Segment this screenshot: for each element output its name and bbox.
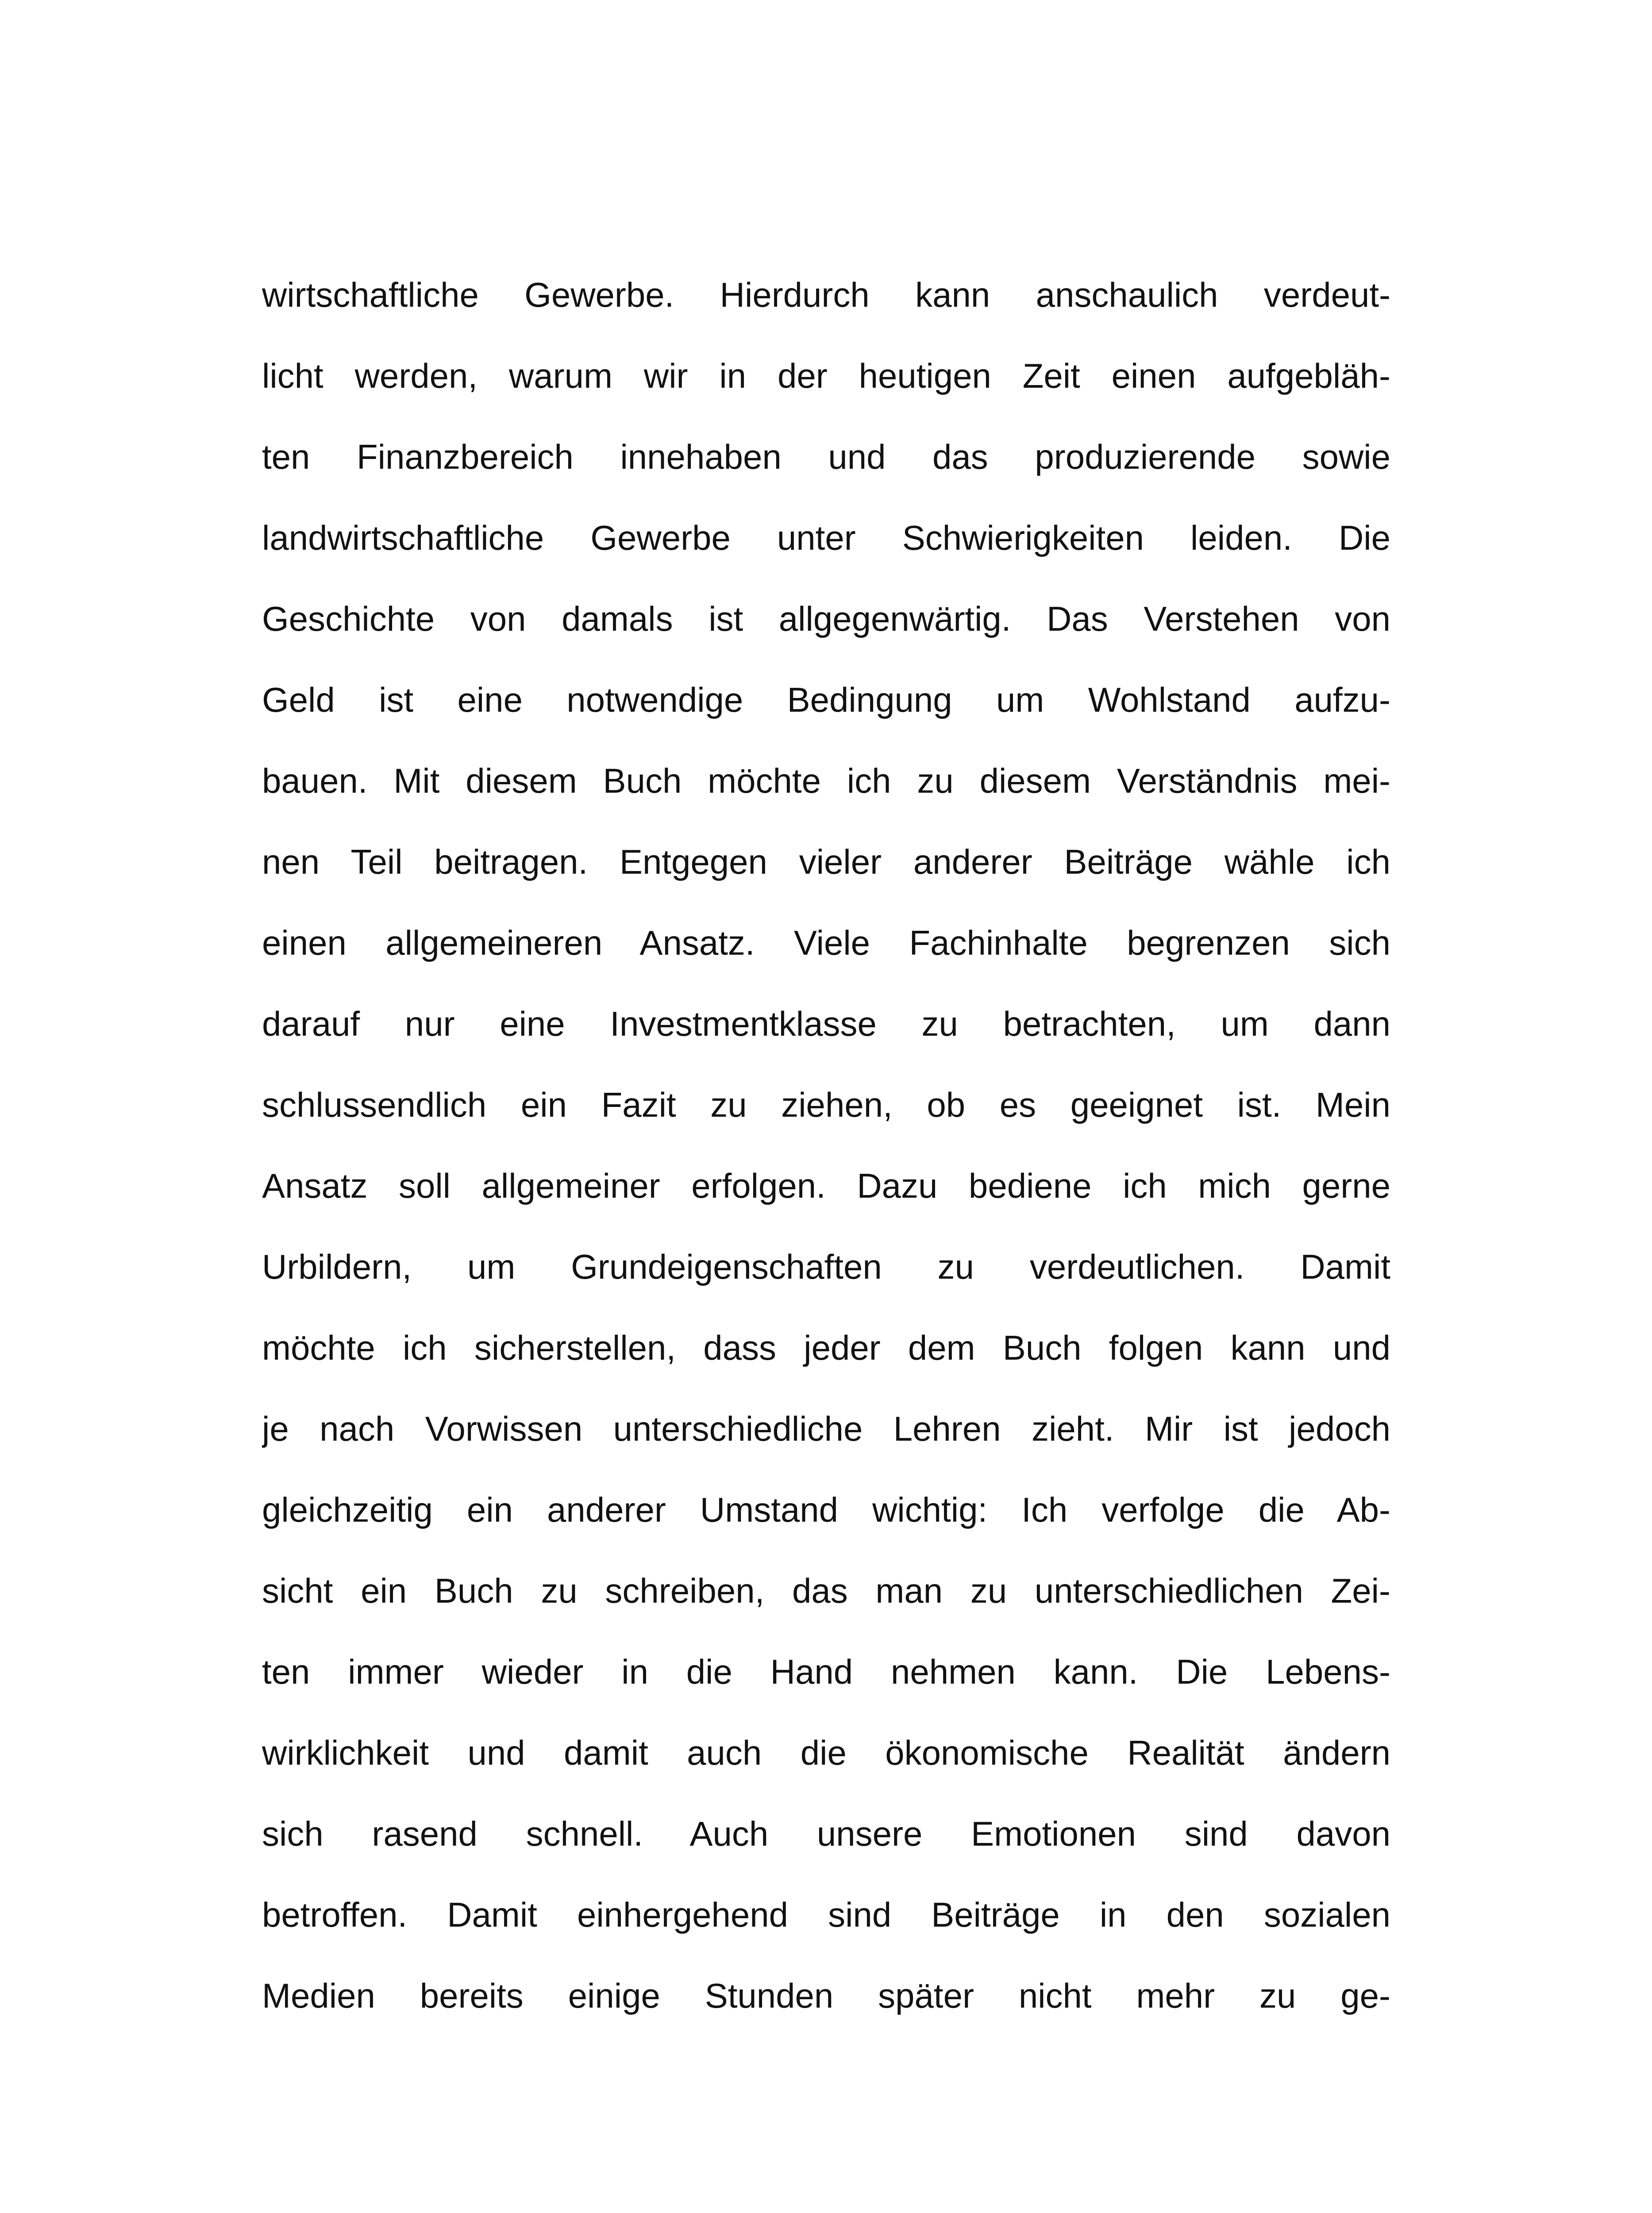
- text-line: Geschichte von damals ist allgegenwärtig. Das Verstehen von: [262, 599, 1390, 638]
- text-line: licht werden, warum wir in der heutigen Zeit einen aufgebläh-: [262, 356, 1390, 395]
- text-line: Ansatz soll allgemeiner erfolgen. Dazu bediene ich mich gerne: [262, 1166, 1390, 1205]
- text-line: darauf nur eine Investmentklasse zu betrachten, um dann: [262, 1004, 1390, 1043]
- text-line: Geld ist eine notwendige Bedingung um Wohlstand aufzu-: [262, 680, 1390, 719]
- text-line: ten immer wieder in die Hand nehmen kann. Die Lebens-: [262, 1652, 1390, 1691]
- text-line: Medien bereits einige Stunden später nicht mehr zu ge-: [262, 1976, 1390, 2015]
- text-line: bauen. Mit diesem Buch möchte ich zu diesem Verständnis mei-: [262, 761, 1390, 800]
- text-line: gleichzeitig ein anderer Umstand wichtig: Ich verfolge die Ab-: [262, 1490, 1390, 1529]
- text-line: Urbildern, um Grundeigenschaften zu verdeutlichen. Damit: [262, 1247, 1390, 1286]
- text-line: schlussendlich ein Fazit zu ziehen, ob es geeignet ist. Mein: [262, 1085, 1390, 1124]
- text-line: landwirtschaftliche Gewerbe unter Schwierigkeiten leiden. Die: [262, 518, 1390, 557]
- text-line: sich rasend schnell. Auch unsere Emotionen sind davon: [262, 1814, 1390, 1853]
- body-text: [262, 254, 1390, 2036]
- text-line: möchte ich sicherstellen, dass jeder dem Buch folgen kann und: [262, 1328, 1390, 1367]
- text-line: betroffen. Damit einhergehend sind Beiträge in den sozialen: [262, 1895, 1390, 1934]
- text-line: nen Teil beitragen. Entgegen vieler anderer Beiträge wähle ich: [262, 842, 1390, 881]
- text-line: wirtschaftliche Gewerbe. Hierdurch kann anschaulich verdeut-: [262, 275, 1390, 314]
- text-line: ten Finanzbereich innehaben und das produzierende sowie: [262, 437, 1390, 476]
- text-line: je nach Vorwissen unterschiedliche Lehren zieht. Mir ist jedoch: [262, 1409, 1390, 1448]
- text-line: einen allgemeineren Ansatz. Viele Fachinhalte begrenzen sich: [262, 923, 1390, 962]
- text-line: sicht ein Buch zu schreiben, das man zu unterschiedlichen Zei-: [262, 1571, 1390, 1610]
- text-line: wirklichkeit und damit auch die ökonomische Realität ändern: [262, 1733, 1390, 1772]
